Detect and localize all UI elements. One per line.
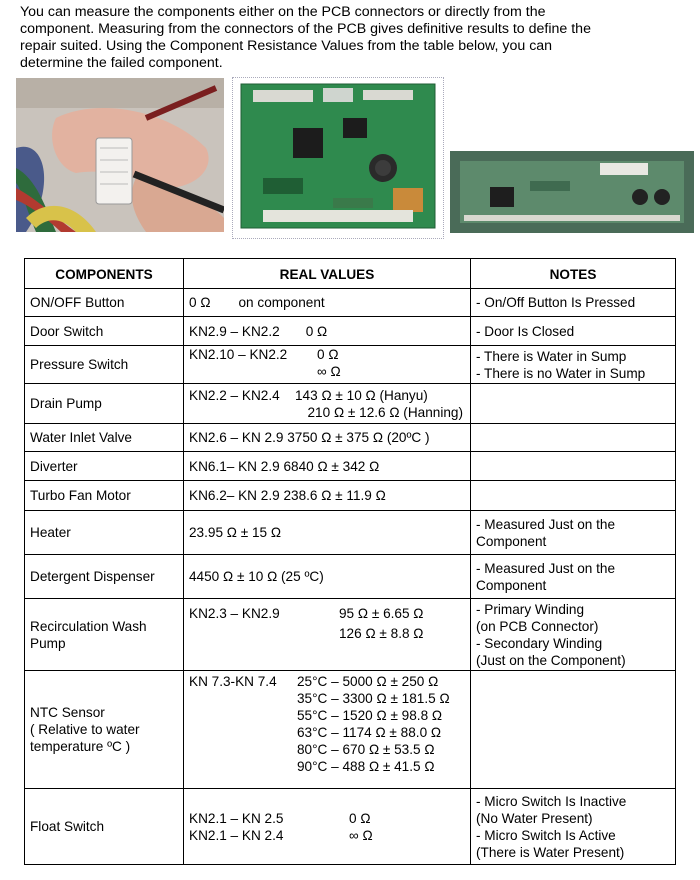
- intro-paragraph: [20, 4, 680, 72]
- value-cell: KN2.3 – KN2.9 95 Ω ± 6.65 Ω 126 Ω ± 8.8 Ω: [184, 599, 471, 671]
- pcb-board-photo: [232, 77, 444, 239]
- note-cell: [471, 481, 676, 511]
- value-cell: 0 Ω on component: [184, 289, 471, 317]
- table-row: [25, 317, 676, 346]
- value-cell: KN6.2– KN 2.9 238.6 Ω ± 11.9 Ω: [184, 481, 471, 511]
- measuring-connector-photo: [16, 78, 224, 232]
- note-cell: - Measured Just on the Component: [471, 511, 676, 555]
- note-cell: [471, 424, 676, 452]
- table-row: [25, 346, 676, 384]
- table-header-row: [25, 259, 676, 289]
- value-cell: 23.95 Ω ± 15 Ω: [184, 511, 471, 555]
- table-row: [25, 424, 676, 452]
- note-cell: - On/Off Button Is Pressed: [471, 289, 676, 317]
- component-cell: ON/OFF Button: [25, 289, 184, 317]
- value-cell: KN 7.3-KN 7.4 25°C – 5000 Ω ± 250 Ω 35°C – 3300 Ω ± 181.5 Ω 55°C – 1520 Ω ± 98.8 Ω 63°C – 1174 Ω ± 88.0 Ω 80°C – 670 Ω ± 53.5 Ω 90°C – 488 Ω ± 41.5 Ω: [184, 671, 471, 789]
- component-cell: Water Inlet Valve: [25, 424, 184, 452]
- note-cell: - Micro Switch Is Inactive (No Water Present) - Micro Switch Is Active (There is Water Present): [471, 789, 676, 865]
- component-cell: NTC Sensor ( Relative to water temperature ºC ): [25, 671, 184, 789]
- value-cell: 4450 Ω ± 10 Ω (25 ºC): [184, 555, 471, 599]
- note-cell: [471, 384, 676, 424]
- table-row: [25, 511, 676, 555]
- component-cell: Door Switch: [25, 317, 184, 346]
- header-components: COMPONENTS: [25, 259, 184, 289]
- header-real-values: REAL VALUES: [184, 259, 471, 289]
- header-notes: NOTES: [471, 259, 676, 289]
- table-row: [25, 289, 676, 317]
- table-row: [25, 555, 676, 599]
- control-board-photo: [450, 151, 694, 233]
- note-cell: - Door Is Closed: [471, 317, 676, 346]
- note-cell: [471, 671, 676, 789]
- value-cell: KN2.1 – KN 2.5 0 Ω KN2.1 – KN 2.4 ∞ Ω: [184, 789, 471, 865]
- value-cell: KN2.9 – KN2.2 0 Ω: [184, 317, 471, 346]
- component-cell: Heater: [25, 511, 184, 555]
- component-cell: Recirculation Wash Pump: [25, 599, 184, 671]
- table-row: [25, 481, 676, 511]
- component-cell: Diverter: [25, 452, 184, 481]
- value-cell: KN2.10 – KN2.2 0 Ω ∞ Ω: [184, 346, 471, 384]
- value-cell: KN6.1– KN 2.9 6840 Ω ± 342 Ω: [184, 452, 471, 481]
- component-cell: Pressure Switch: [25, 346, 184, 384]
- intro-line: repair suited. Using the Component Resistance Values from the table below, you can: [20, 38, 553, 54]
- table-row: [25, 599, 676, 671]
- component-resistance-table: [24, 258, 676, 865]
- value-cell: KN2.2 – KN2.4 143 Ω ± 10 Ω (Hanyu) 210 Ω ± 12.6 Ω (Hanning): [184, 384, 471, 424]
- table-row: [25, 671, 676, 789]
- component-cell: Float Switch: [25, 789, 184, 865]
- table-row: [25, 452, 676, 481]
- intro-line: You can measure the components either on the PCB connectors or directly from the: [20, 4, 546, 20]
- component-cell: Drain Pump: [25, 384, 184, 424]
- table-row: [25, 789, 676, 865]
- note-cell: - Primary Winding (on PCB Connector) - Secondary Winding (Just on the Component): [471, 599, 676, 671]
- component-cell: Detergent Dispenser: [25, 555, 184, 599]
- note-cell: - Measured Just on the Component: [471, 555, 676, 599]
- intro-line: determine the failed component.: [20, 55, 223, 71]
- note-cell: [471, 452, 676, 481]
- intro-line: component. Measuring from the connectors of the PCB gives definitive results to define the: [20, 21, 591, 37]
- component-cell: Turbo Fan Motor: [25, 481, 184, 511]
- value-cell: KN2.6 – KN 2.9 3750 Ω ± 375 Ω (20ºC ): [184, 424, 471, 452]
- table-row: [25, 384, 676, 424]
- note-cell: - There is Water in Sump - There is no Water in Sump: [471, 346, 676, 384]
